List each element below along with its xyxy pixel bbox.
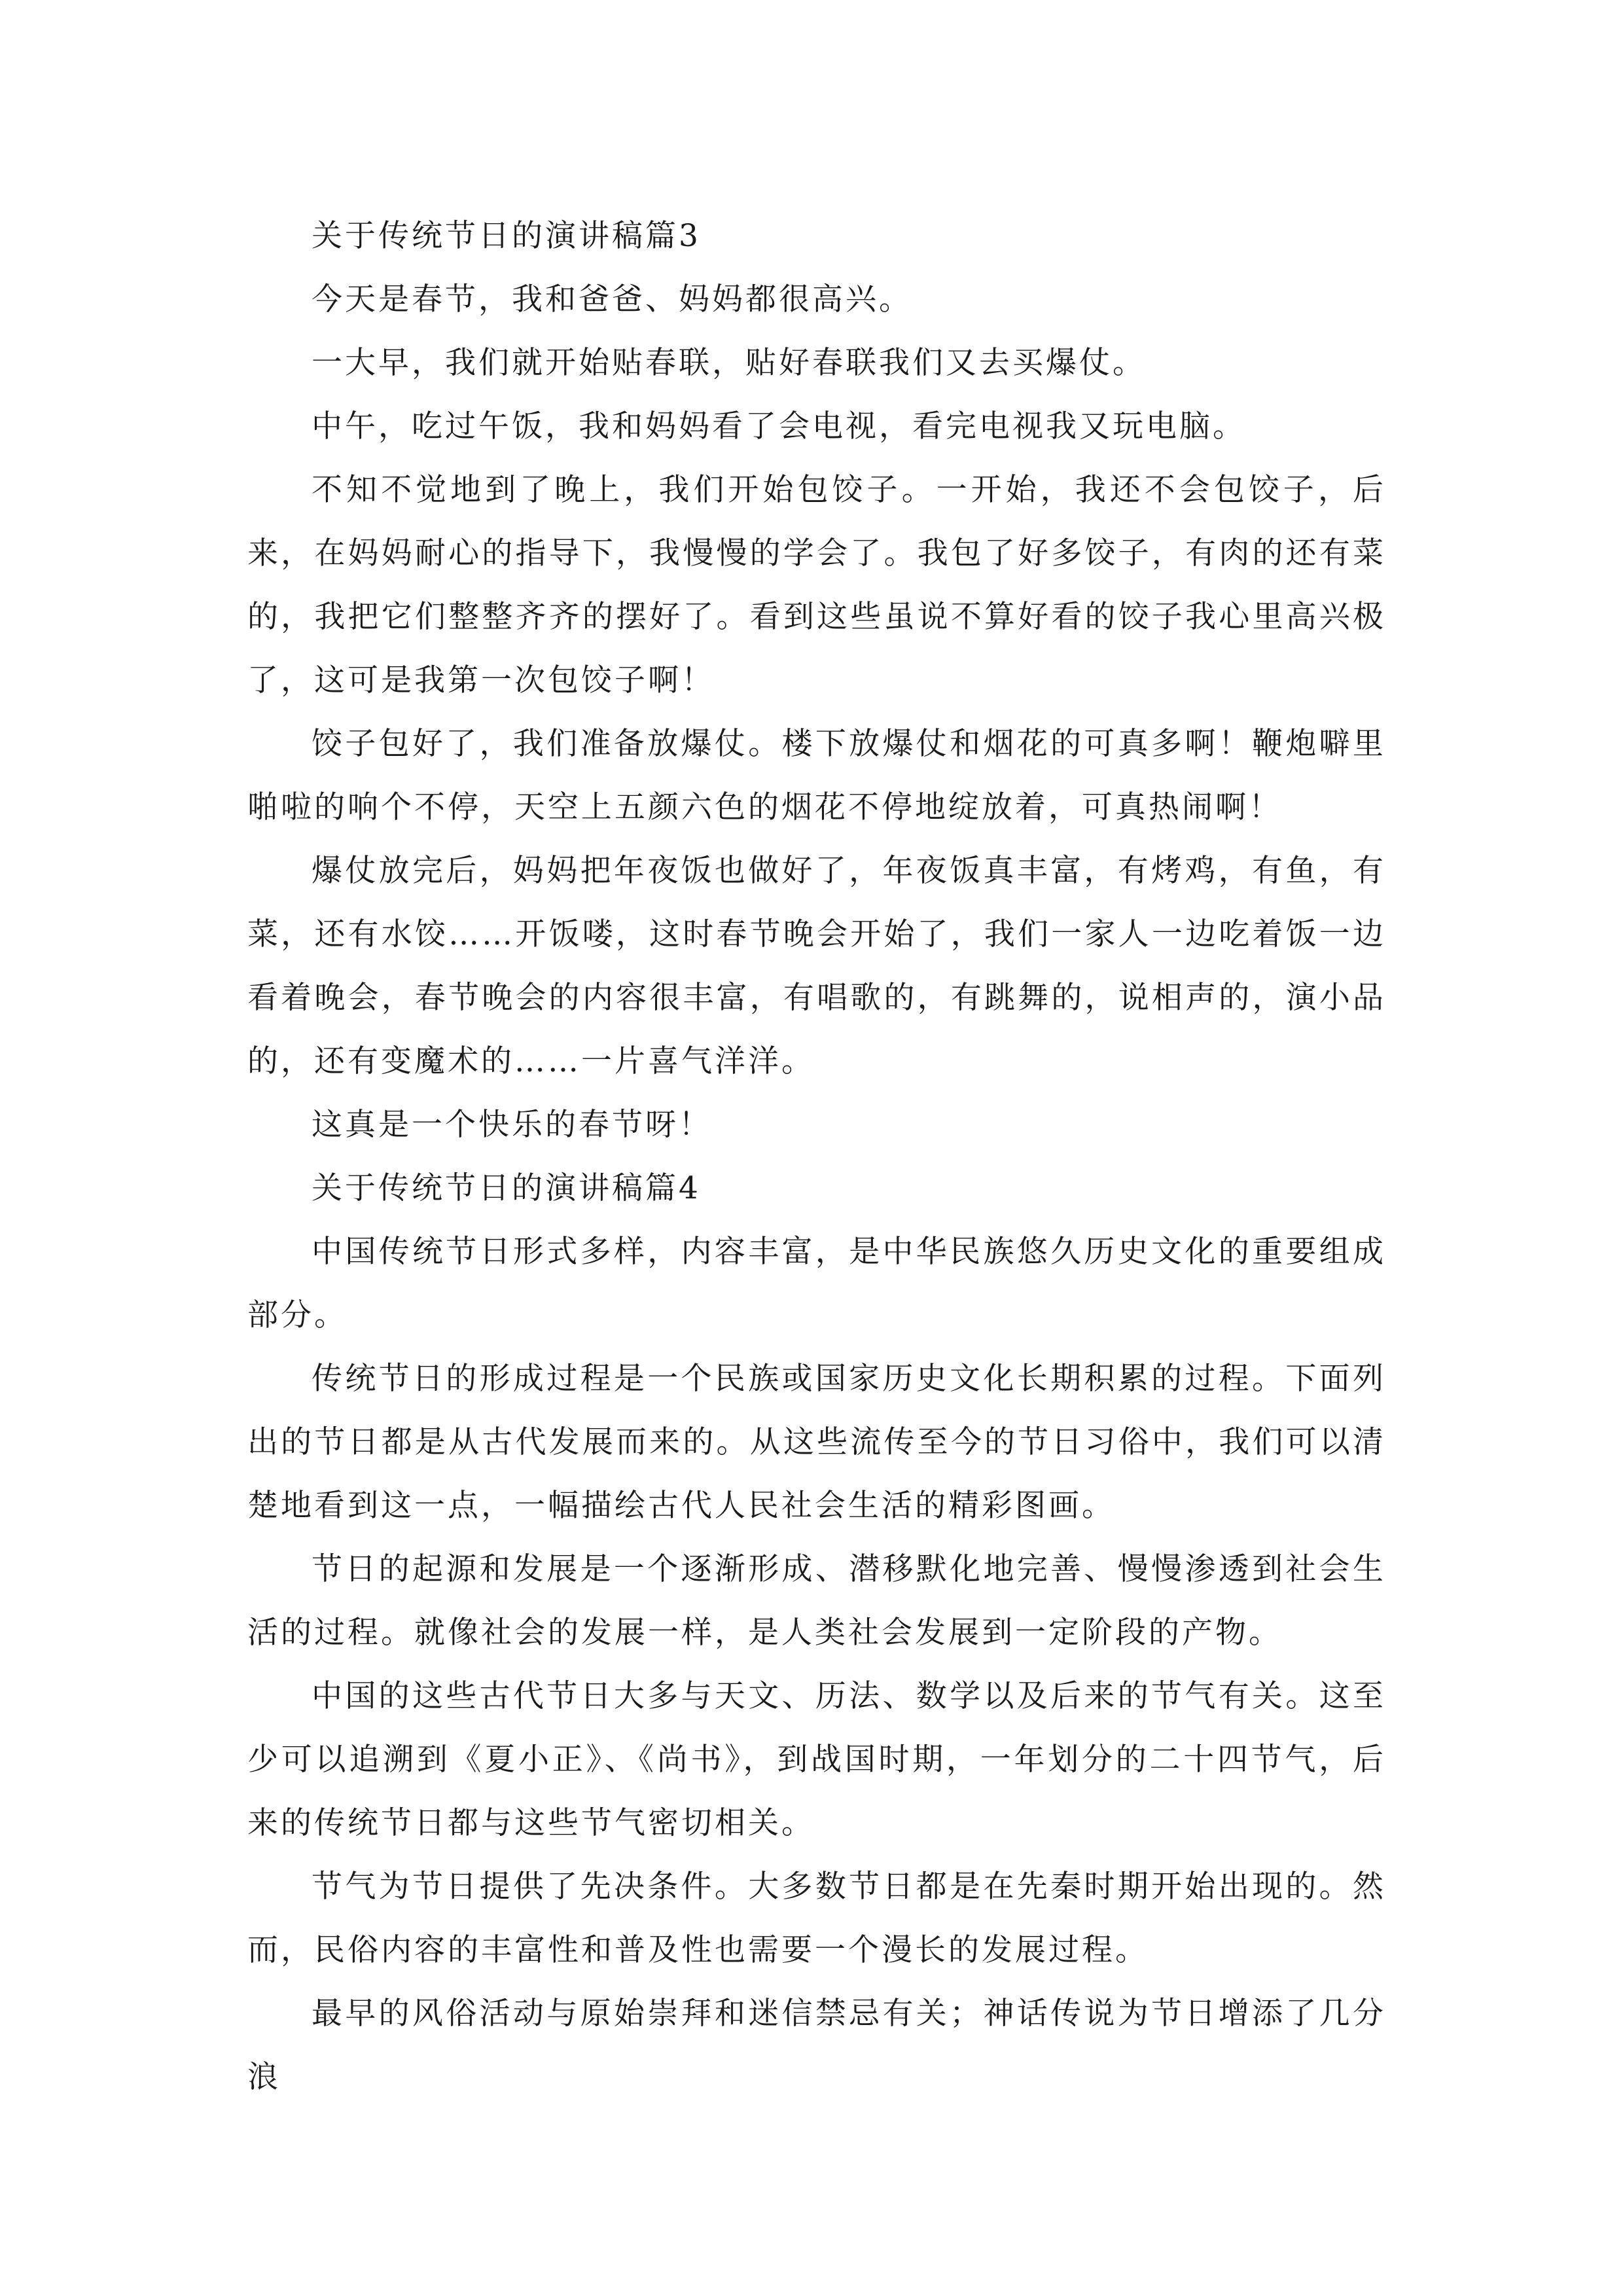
paragraph: 中国传统节日形式多样，内容丰富，是中华民族悠久历史文化的重要组成部分。 xyxy=(247,1234,1386,1333)
heading-speech-3: 关于传统节日的演讲稿篇3 xyxy=(312,218,701,254)
paragraph: 今天是春节，我和爸爸、妈妈都很高兴。 xyxy=(312,281,912,317)
paragraph: 爆仗放完后，妈妈把年夜饭也做好了，年夜饭真丰富，有烤鸡，有鱼，有菜，还有水饺……开饭喽，这时春节晚会开始了，我们一家人一边吃着饭一边看着晚会，春节晚会的内容很丰富，有唱歌的，有跳舞的，说相声的，演小品的，还有变魔术的……一片喜气洋洋。 xyxy=(247,853,1386,1079)
paragraph: 不知不觉地到了晚上，我们开始包饺子。一开始，我还不会包饺子，后来，在妈妈耐心的指导下，我慢慢的学会了。我包了好多饺子，有肉的还有菜的，我把它们整整齐齐的摆好了。看到这些虽说不算好看的饺子我心里高兴极了，这可是我第一次包饺子啊！ xyxy=(247,472,1386,698)
document-body xyxy=(247,204,1386,2109)
heading-speech-4: 关于传统节日的演讲稿篇4 xyxy=(312,1170,701,1206)
paragraph: 节日的起源和发展是一个逐渐形成、潜移默化地完善、慢慢渗透到社会生活的过程。就像社会的发展一样，是人类社会发展到一定阶段的产物。 xyxy=(247,1551,1386,1651)
paragraph: 中国的这些古代节日大多与天文、历法、数学以及后来的节气有关。这至少可以追溯到《夏小正》、《尚书》，到战国时期，一年划分的二十四节气，后来的传统节日都与这些节气密切相关。 xyxy=(247,1678,1386,1841)
paragraph: 饺子包好了，我们准备放爆仗。楼下放爆仗和烟花的可真多啊！鞭炮噼里啪啦的响个不停，天空上五颜六色的烟花不停地绽放着，可真热闹啊！ xyxy=(247,726,1386,825)
paragraph: 节气为节日提供了先决条件。大多数节日都是在先秦时期开始出现的。然而，民俗内容的丰富性和普及性也需要一个漫长的发展过程。 xyxy=(247,1869,1386,1968)
paragraph: 这真是一个快乐的春节呀！ xyxy=(312,1107,712,1143)
paragraph: 最早的风俗活动与原始崇拜和迷信禁忌有关；神话传说为节日增添了几分浪 xyxy=(247,1996,1386,2095)
paragraph: 传统节日的形成过程是一个民族或国家历史文化长期积累的过程。下面列出的节日都是从古代发展而来的。从这些流传至今的节日习俗中，我们可以清楚地看到这一点，一幅描绘古代人民社会生活的精彩图画。 xyxy=(247,1361,1386,1524)
paragraph: 一大早，我们就开始贴春联，贴好春联我们又去买爆仗。 xyxy=(312,345,1146,381)
paragraph: 中午，吃过午饭，我和妈妈看了会电视，看完电视我又玩电脑。 xyxy=(312,408,1246,444)
